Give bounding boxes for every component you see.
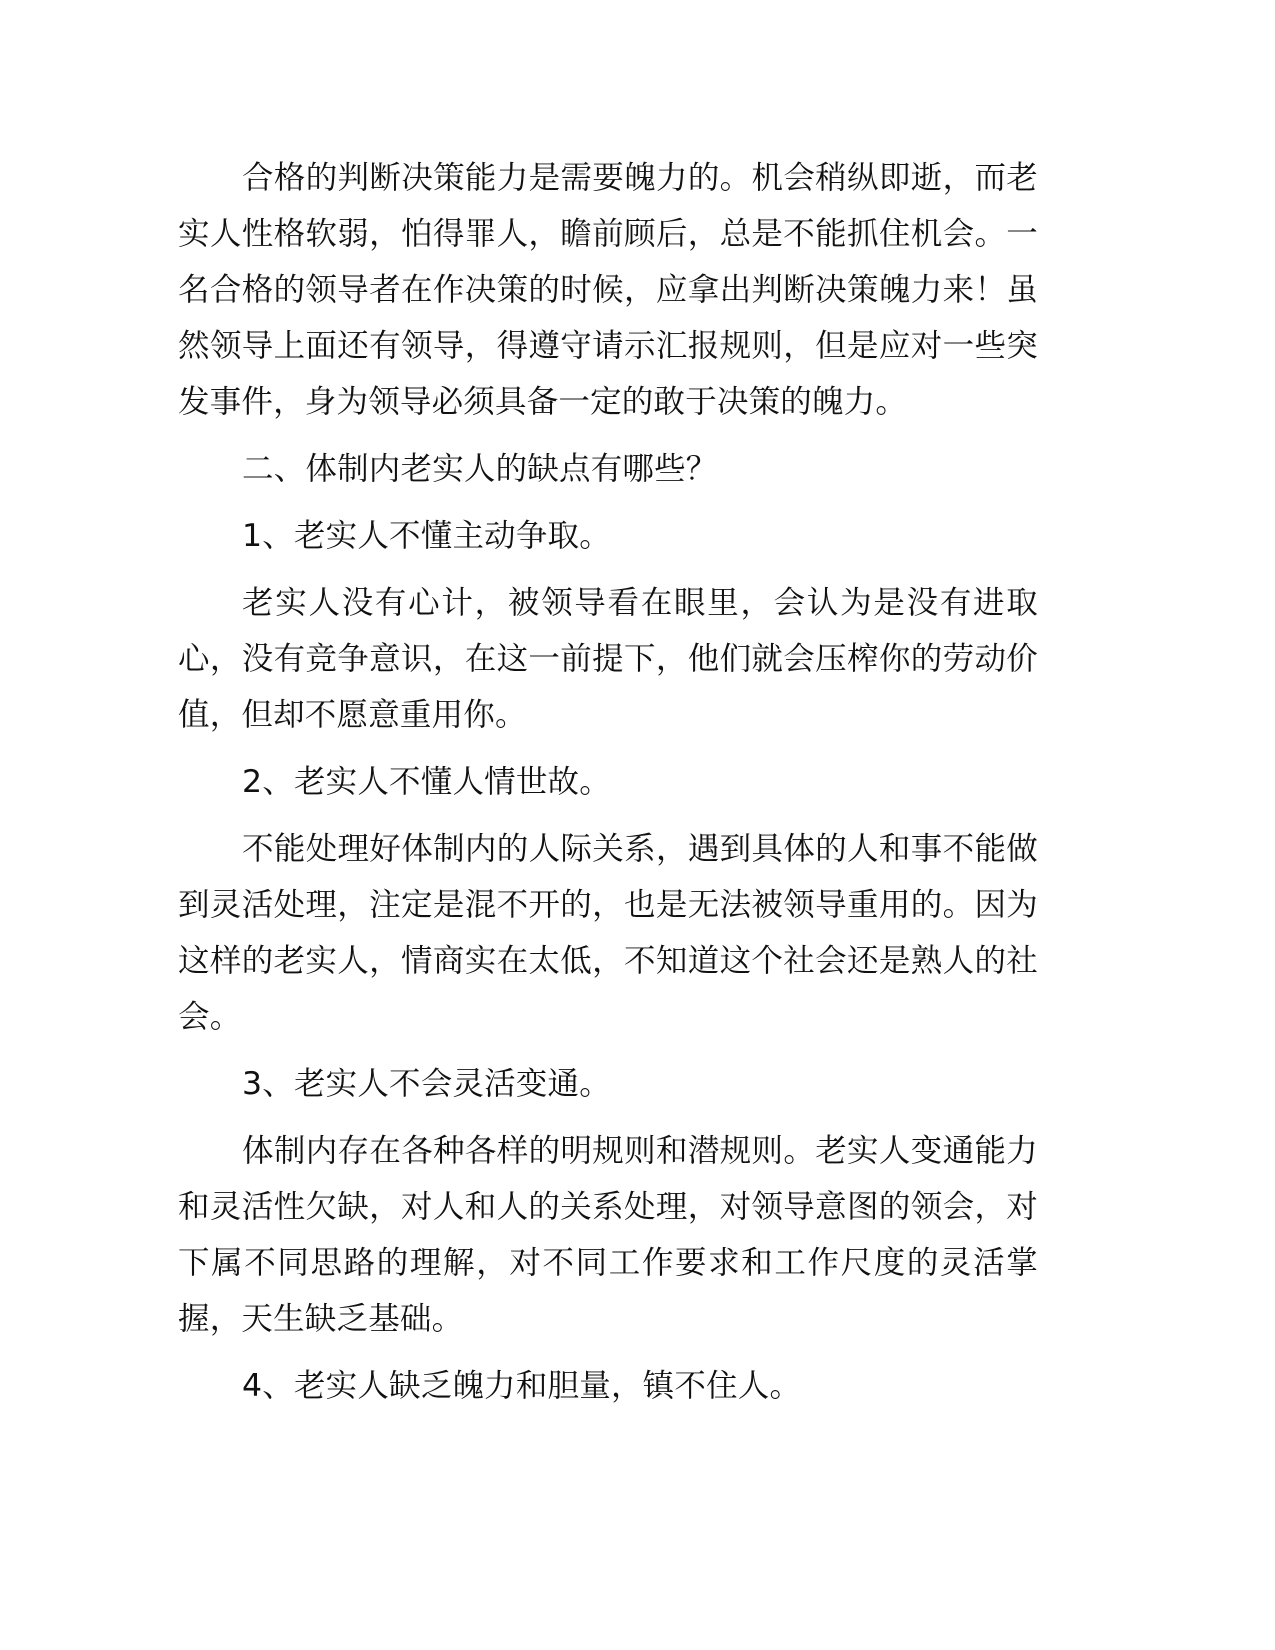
document-page	[178, 150, 1038, 1425]
paragraph-item-3: 体制内存在各种各样的明规则和潜规则。老实人变通能力和灵活性欠缺，对人和人的关系处理，对领导意图的领会，对下属不同思路的理解，对不同工作要求和工作尺度的灵活掌握，天生缺乏基础。	[178, 1133, 1038, 1337]
section-heading-shortcomings: 二、体制内老实人的缺点有哪些？	[242, 451, 718, 487]
item-heading-1: 1、老实人不懂主动争取。	[242, 518, 611, 554]
item-heading-2: 2、老实人不懂人情世故。	[242, 764, 611, 800]
item-heading-3: 3、老实人不会灵活变通。	[242, 1066, 611, 1102]
paragraph-item-1: 老实人没有心计，被领导看在眼里，会认为是没有进取心，没有竞争意识，在这一前提下，他们就会压榨你的劳动价值，但却不愿意重用你。	[178, 585, 1038, 733]
item-heading-4: 4、老实人缺乏魄力和胆量，镇不住人。	[242, 1368, 802, 1404]
paragraph-decision-courage: 合格的判断决策能力是需要魄力的。机会稍纵即逝，而老实人性格软弱，怕得罪人，瞻前顾后，总是不能抓住机会。一名合格的领导者在作决策的时候，应拿出判断决策魄力来！虽然领导上面还有领导，得遵守请示汇报规则，但是应对一些突发事件，身为领导必须具备一定的敢于决策的魄力。	[178, 160, 1038, 420]
paragraph-item-2: 不能处理好体制内的人际关系，遇到具体的人和事不能做到灵活处理，注定是混不开的，也是无法被领导重用的。因为这样的老实人，情商实在太低，不知道这个社会还是熟人的社会。	[178, 831, 1038, 1035]
